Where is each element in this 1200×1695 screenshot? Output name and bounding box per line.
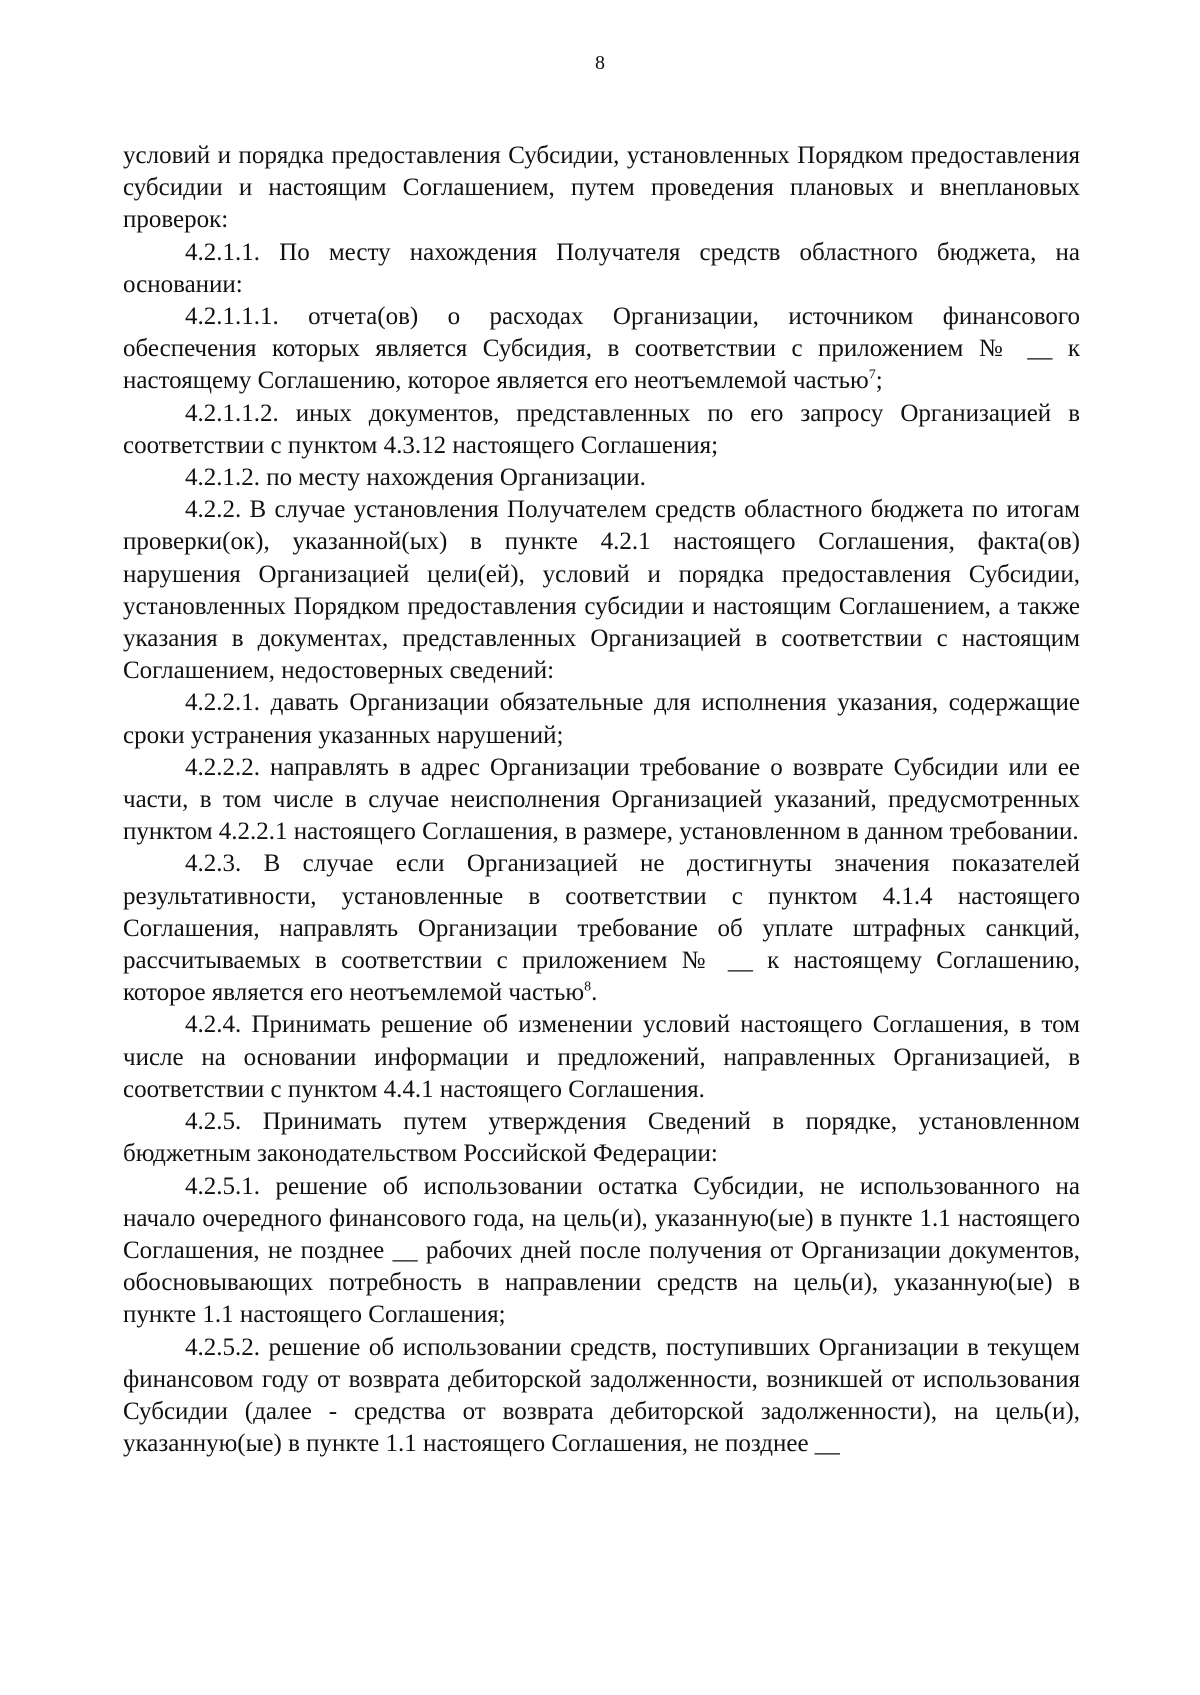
paragraph-4-2-2: 4.2.2. В случае установления Получателем средств областного бюджета по итогам проверки(ок), указанной(ых) в пункте 4.2.1 настоящего Соглашения, факта(ов) нарушения Организацией цели(ей), условий и порядка предоставления Субсидии, установленных Порядком предоставления субсидии и настоящим Соглашением, а также указания в документах, представленных Организацией в соответствии с настоящим Соглашением, недостоверных сведений: (123, 496, 1080, 685)
paragraph-4-2-2-1: 4.2.2.1. давать Организации обязательные для исполнения указания, содержащие сроки устранения указанных нарушений; (123, 689, 1080, 749)
paragraph-4-2-1-2: 4.2.1.2. по месту нахождения Организации. (185, 464, 646, 492)
paragraph-4-2-3: 4.2.3. В случае если Организацией не достигнуты значения показателей результативности, установленные в соответствии с пунктом 4.1.4 настоящего Соглашения, направлять Организации требование об уплате штрафных санкций, рассчитываемых в соответствии с приложением № __ к настоящему Соглашению, которое является его неотъемлемой частью$^8$. (123, 850, 1080, 1007)
page-number: 8 (595, 52, 605, 74)
paragraph-4-2-5-1: 4.2.5.1. решение об использовании остатка Субсидии, не использованного на начало очередного финансового года, на цель(и), указанную(ые) в пункте 1.1 настоящего Соглашения, не позднее __ рабочих дней после получения от Организации документов, обосновывающих потребность в направлении средств на цель(и), указанную(ые) в пункте 1.1 настоящего Соглашения; (123, 1172, 1080, 1329)
paragraph-4-2-2-2: 4.2.2.2. направлять в адрес Организации требование о возврате Субсидии или ее части, в том числе в случае неисполнения Организацией указаний, предусмотренных пунктом 4.2.2.1 настоящего Соглашения, в размере, установленном в данном требовании. (123, 753, 1080, 846)
paragraph-4-2-1-1-2: 4.2.1.1.2. иных документов, представленных по его запросу Организацией в соответствии с пунктом 4.3.12 настоящего Соглашения; (123, 399, 1080, 459)
document-body (123, 140, 1080, 1460)
footnote-ref-8: 8 (584, 979, 592, 995)
paragraph-4-2-1-1-1: 4.2.1.1.1. отчета(ов) о расходах Организации, источником финансового обеспечения которых является Субсидия, в соответствии с приложением № __ к настоящему Соглашению, которое является его неотъемлемой частью$^7$; (123, 303, 1080, 395)
paragraph-4-2-5-2: 4.2.5.2. решение об использовании средств, поступивших Организации в текущем финансовом году от возврата дебиторской задолженности, возникшей от использования Субсидии (далее - средства от возврата дебиторской задолженности), на цель(и), указанную(ые) в пункте 1.1 настоящего Соглашения, не позднее __ (123, 1333, 1080, 1458)
footnote-ref-7: 7 (868, 368, 876, 384)
paragraph-4-2-1-1: 4.2.1.1. По месту нахождения Получателя средств областного бюджета, на основании: (123, 238, 1080, 298)
paragraph-4-2-5: 4.2.5. Принимать путем утверждения Сведений в порядке, установленном бюджетным законодательством Российской Федерации: (123, 1108, 1080, 1168)
paragraph-continuation: условий и порядка предоставления Субсидии, установленных Порядком предоставления субсидии и настоящим Соглашением, путем проведения плановых и внеплановых проверок: (123, 142, 1080, 234)
paragraph-4-2-4: 4.2.4. Принимать решение об изменении условий настоящего Соглашения, в том числе на основании информации и предложений, направленных Организацией, в соответствии с пунктом 4.4.1 настоящего Соглашения. (123, 1011, 1080, 1103)
